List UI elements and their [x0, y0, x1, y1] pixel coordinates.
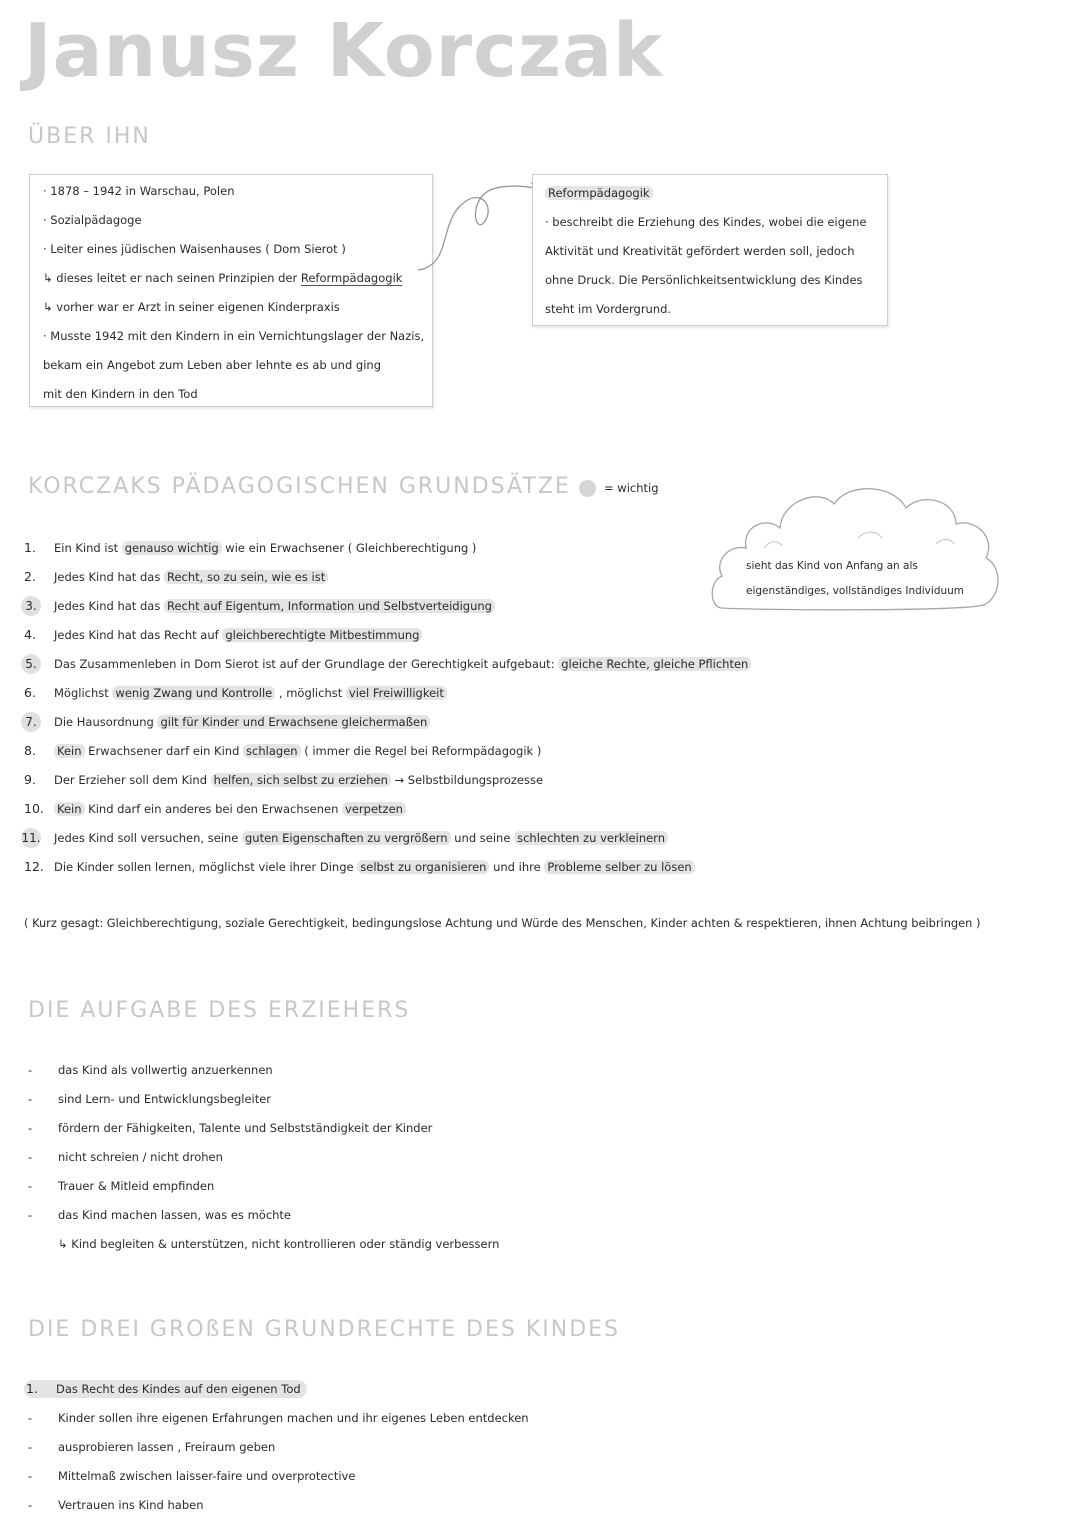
- rights-item: [28, 1465, 355, 1487]
- principle-row: [24, 856, 695, 878]
- principle-number-important: 3.: [21, 596, 41, 616]
- principle-number: 12.: [24, 859, 44, 874]
- section-heading-principles: KORCZAKS PÄDAGOGISCHEN GRUNDSÄTZE: [28, 474, 571, 499]
- task-item: [28, 1204, 291, 1226]
- principle-text: Die Hausordnung: [54, 715, 158, 729]
- reform-line: ohne Druck. Die Persönlichkeitsentwicklung des Kindes: [545, 273, 863, 287]
- principle-number: 8.: [24, 743, 36, 758]
- principle-highlight: schlagen: [243, 744, 301, 758]
- about-line: ↳ vorher war er Arzt in seiner eigenen Kinderpraxis: [43, 300, 340, 314]
- principle-row: [24, 769, 543, 791]
- principle-text: wie ein Erwachsener ( Gleichberechtigung ): [221, 541, 477, 555]
- about-line: mit den Kindern in den Tod: [43, 387, 198, 401]
- reform-term: Reformpädagogik: [300, 271, 403, 285]
- about-line: · Leiter eines jüdischen Waisenhauses ( Dom Sierot ): [43, 242, 346, 256]
- principle-number: 10.: [24, 801, 44, 816]
- principle-text: , möglichst: [275, 686, 346, 700]
- principle-text: Kind darf ein anderes bei den Erwachsenen: [84, 802, 343, 816]
- legend-dot-icon: [579, 480, 596, 497]
- section-heading-rights: DIE DREI GROßEN GRUNDRECHTE DES KINDES: [28, 1317, 621, 1342]
- section-heading-tasks: DIE AUFGABE DES ERZIEHERS: [28, 998, 411, 1023]
- principle-row: [24, 566, 328, 588]
- task-dash: -: [28, 1092, 33, 1106]
- principle-number: 2.: [24, 569, 36, 584]
- section-heading-about: ÜBER IHN: [28, 124, 151, 149]
- task-item: [28, 1175, 214, 1197]
- principle-text: ( immer die Regel bei Reformpädagogik ): [300, 744, 542, 758]
- principle-highlight: selbst zu organisieren: [357, 860, 489, 874]
- principle-highlight: Recht, so zu sein, wie es ist: [164, 570, 328, 584]
- rights-text: Kinder sollen ihre eigenen Erfahrungen machen und ihr eigenes Leben entdecken: [58, 1411, 529, 1425]
- principle-highlight: Kein: [54, 744, 85, 758]
- task-dash: -: [28, 1150, 33, 1164]
- principle-row: [24, 537, 476, 559]
- task-dash: -: [28, 1208, 33, 1222]
- principle-highlight: schlechten zu verkleinern: [514, 831, 668, 845]
- principle-row: [24, 653, 751, 675]
- rights-first-row: [24, 1378, 307, 1400]
- rights-first-text: Das Recht des Kindes auf den eigenen Tod: [56, 1382, 301, 1396]
- principle-text: Erwachsener darf ein Kind: [84, 744, 244, 758]
- rights-item: [28, 1436, 275, 1458]
- task-item: [28, 1146, 223, 1168]
- cloud-text-1: sieht das Kind von Anfang an als: [746, 560, 918, 572]
- principle-number-important: 11.: [21, 828, 41, 848]
- principle-row: [24, 740, 541, 762]
- task-text: sind Lern- und Entwicklungsbegleiter: [58, 1092, 272, 1106]
- rights-number: 1.: [26, 1381, 38, 1396]
- principle-highlight: gleichberechtigte Mitbestimmung: [222, 628, 422, 642]
- principle-highlight: Recht auf Eigentum, Information und Selbstverteidigung: [164, 599, 495, 613]
- task-dash: -: [28, 1063, 33, 1077]
- rights-dash: -: [28, 1498, 33, 1512]
- principle-text: → Selbstbildungsprozesse: [390, 773, 544, 787]
- principle-number: 9.: [24, 772, 36, 787]
- principle-number-important: 7.: [21, 712, 41, 732]
- about-line: · 1878 – 1942 in Warschau, Polen: [43, 184, 235, 198]
- about-box: [29, 174, 433, 407]
- task-dash: -: [28, 1121, 33, 1135]
- principle-highlight: Kein: [54, 802, 85, 816]
- principle-highlight: genauso wichtig: [122, 541, 222, 555]
- principle-text: Jedes Kind hat das: [54, 570, 164, 584]
- task-item: [28, 1059, 273, 1081]
- page-title: Janusz Korczak: [24, 8, 664, 94]
- principle-highlight: verpetzen: [342, 802, 406, 816]
- principle-number: 4.: [24, 627, 36, 642]
- about-line: · Musste 1942 mit den Kindern in ein Vernichtungslager der Nazis,: [43, 329, 425, 343]
- principle-number: 6.: [24, 685, 36, 700]
- task-item: [28, 1088, 271, 1110]
- principle-row: [21, 827, 668, 849]
- rights-item: [28, 1494, 203, 1516]
- task-item: [28, 1117, 432, 1139]
- principle-text: Ein Kind ist: [54, 541, 122, 555]
- task-item: [28, 1233, 499, 1255]
- reform-line: Aktivität und Kreativität gefördert werden soll, jedoch: [545, 244, 855, 258]
- principle-highlight: gilt für Kinder und Erwachsene gleichermaßen: [157, 715, 430, 729]
- reform-heading: Reformpädagogik: [545, 186, 653, 200]
- principle-number-important: 5.: [21, 654, 41, 674]
- principle-text: Das Zusammenleben in Dom Sierot ist auf der Grundlage der Gerechtigkeit aufgebaut:: [54, 657, 559, 671]
- principle-highlight: helfen, sich selbst zu erziehen: [211, 773, 391, 787]
- principle-text: Jedes Kind hat das: [54, 599, 164, 613]
- rights-item: [28, 1407, 529, 1429]
- principle-number: 1.: [24, 540, 36, 555]
- rights-dash: -: [28, 1440, 33, 1454]
- task-text: das Kind machen lassen, was es möchte: [58, 1208, 292, 1222]
- task-text: nicht schreien / nicht drohen: [58, 1150, 223, 1164]
- principle-highlight: guten Eigenschaften zu vergrößern: [242, 831, 451, 845]
- task-text: das Kind als vollwertig anzuerkennen: [58, 1063, 273, 1077]
- task-text: ↳ Kind begleiten & unterstützen, nicht kontrollieren oder ständig verbessern: [58, 1237, 500, 1251]
- principle-row: [24, 624, 422, 646]
- reform-line: steht im Vordergrund.: [545, 302, 672, 316]
- about-line-reform: [43, 264, 432, 293]
- principle-row: [24, 798, 406, 820]
- rights-text: Mittelmaß zwischen laisser-faire und overprotective: [58, 1469, 356, 1483]
- principle-text: Jedes Kind soll versuchen, seine: [54, 831, 242, 845]
- principle-highlight: Probleme selber zu lösen: [544, 860, 694, 874]
- about-line: · Sozialpädagoge: [43, 213, 142, 227]
- principle-highlight: wenig Zwang und Kontrolle: [112, 686, 275, 700]
- rights-text: Vertrauen ins Kind haben: [58, 1498, 204, 1512]
- task-text: fördern der Fähigkeiten, Talente und Selbstständigkeit der Kinder: [58, 1121, 433, 1135]
- summary-text: ( Kurz gesagt: Gleichberechtigung, soziale Gerechtigkeit, bedingungslose Achtung und Würde des Menschen, Kinder achten & respektieren, ihnen Achtung beibringen ): [24, 916, 981, 930]
- principle-text: Der Erzieher soll dem Kind: [54, 773, 211, 787]
- principle-text: Möglichst: [54, 686, 113, 700]
- connector-arrow-icon: [410, 176, 545, 276]
- reform-box: [532, 174, 888, 326]
- principle-text: Jedes Kind hat das Recht auf: [54, 628, 223, 642]
- principle-row: [24, 711, 430, 733]
- principle-row: [24, 682, 447, 704]
- principle-text: und seine: [450, 831, 515, 845]
- legend-label: = wichtig: [604, 481, 659, 495]
- about-line-text: ↳ dieses leitet er nach seinen Prinzipien der: [43, 271, 301, 285]
- principle-row: [24, 595, 495, 617]
- principle-highlight: gleiche Rechte, gleiche Pflichten: [558, 657, 751, 671]
- principle-highlight: viel Freiwilligkeit: [346, 686, 447, 700]
- rights-text: ausprobieren lassen , Freiraum geben: [58, 1440, 276, 1454]
- reform-line: · beschreibt die Erziehung des Kindes, wobei die eigene: [545, 215, 867, 229]
- rights-dash: -: [28, 1411, 33, 1425]
- principle-text: und ihre: [489, 860, 545, 874]
- cloud-text-2: eigenständiges, vollständiges Individuum: [746, 585, 965, 597]
- about-line: bekam ein Angebot zum Leben aber lehnte es ab und ging: [43, 358, 381, 372]
- rights-dash: -: [28, 1469, 33, 1483]
- principle-text: Die Kinder sollen lernen, möglichst viele ihrer Dinge: [54, 860, 358, 874]
- task-text: Trauer & Mitleid empfinden: [58, 1179, 215, 1193]
- task-dash: -: [28, 1179, 33, 1193]
